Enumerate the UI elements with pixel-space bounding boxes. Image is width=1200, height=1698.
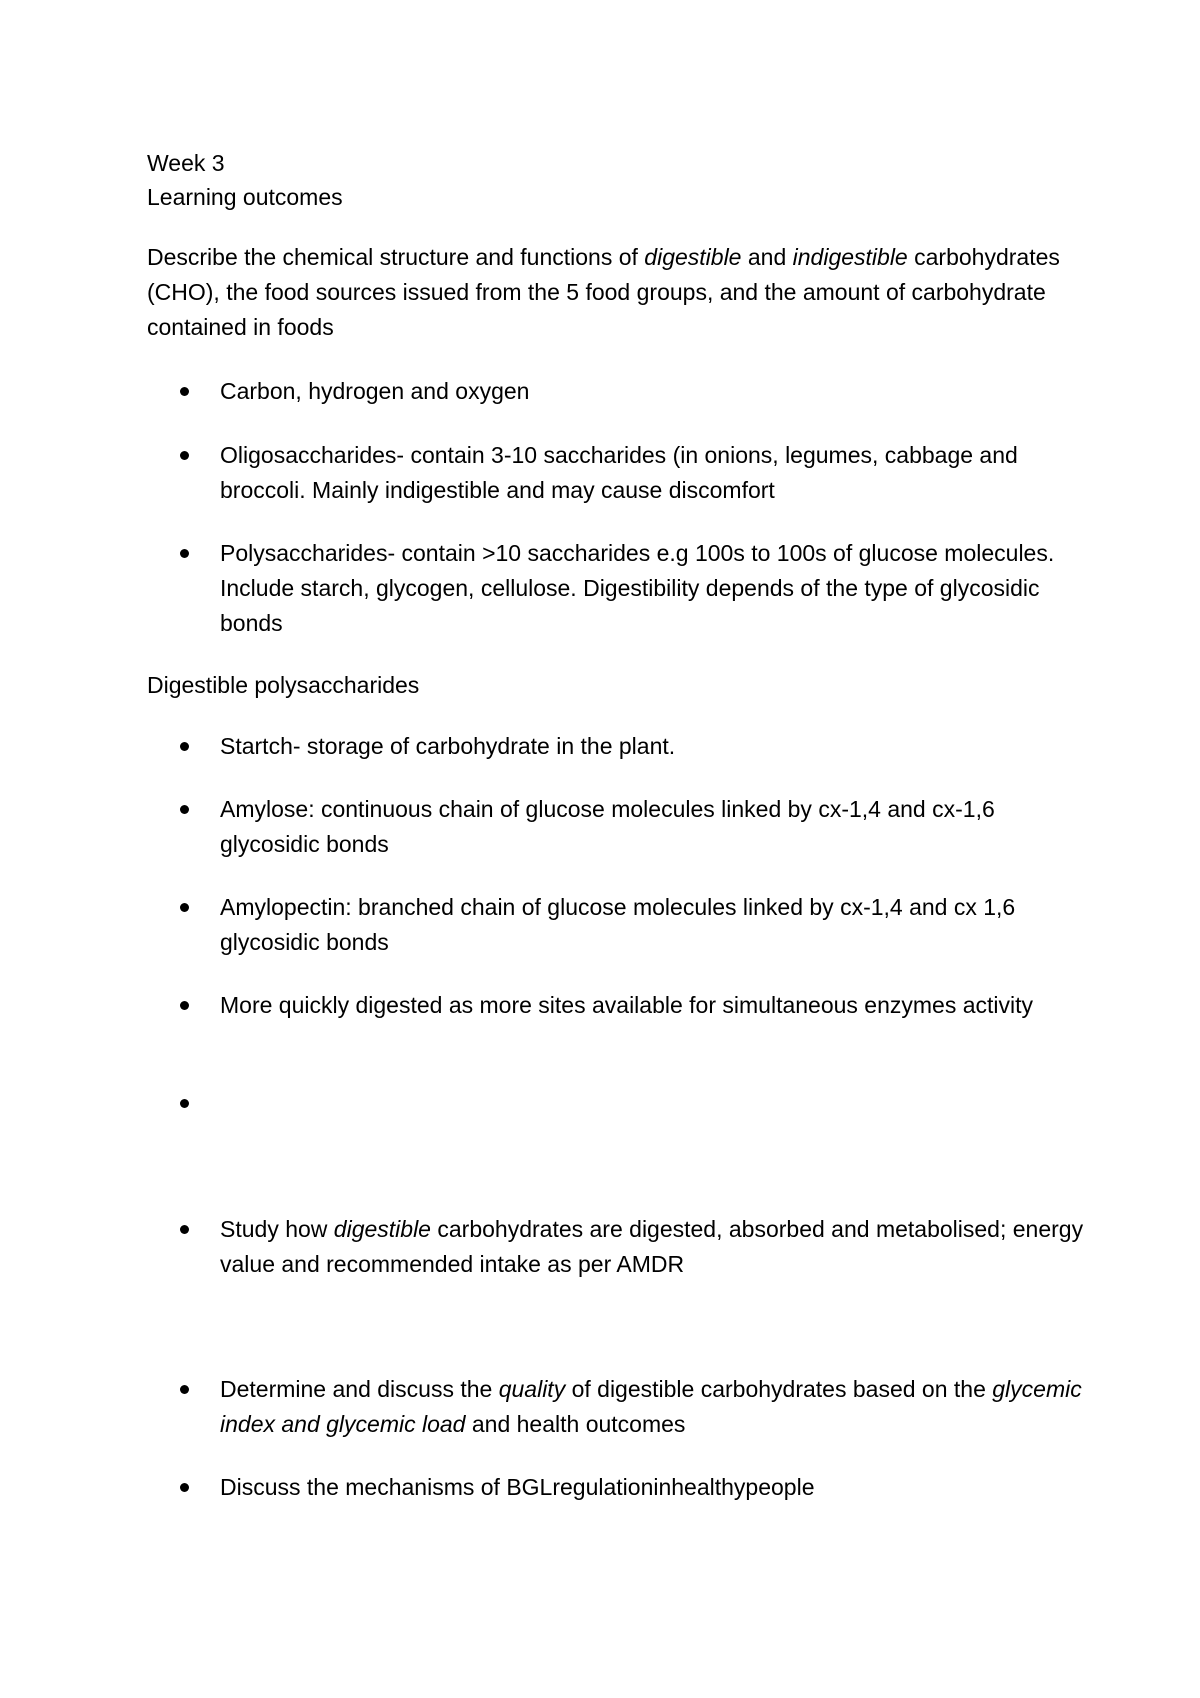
list-item-oligosaccharides: Oligosaccharides- contain 3-10 saccharides (in onions, legumes, cabbage and broccoli. Mainly indigestible and may cause discomfort — [220, 442, 1018, 503]
bullet-marker — [180, 1483, 189, 1492]
list-item-discuss: Discuss the mechanisms of BGLregulationinhealthypeople — [220, 1474, 815, 1500]
intro-paragraph: Describe the chemical structure and functions of digestible and indigestible carbohydrates (CHO), the food sources issued from the 5 food groups, and the amount of carbohydrate contained in foods — [147, 244, 1060, 340]
list-item-polysaccharides: Polysaccharides- contain >10 saccharides e.g 100s to 100s of glucose molecules. Include starch, glycogen, cellulose. Digestibility depends of the type of glycosidic bonds — [220, 540, 1055, 636]
bullet-marker — [180, 742, 189, 751]
digestible-polysaccharides-heading: Digestible polysaccharides — [147, 672, 420, 698]
bullet-marker — [180, 903, 189, 912]
list-item-startch: Startch- storage of carbohydrate in the plant. — [220, 733, 676, 759]
bullet-marker — [180, 1385, 189, 1394]
list-item-amylose: Amylose: continuous chain of glucose molecules linked by cx-1,4 and cx-1,6 glycosidic bonds — [220, 796, 995, 857]
bullet-marker — [180, 1099, 189, 1108]
list-item-carbon: Carbon, hydrogen and oxygen — [220, 378, 530, 404]
bullet-marker — [180, 549, 189, 558]
bullet-marker — [180, 805, 189, 814]
week-label: Week 3 — [147, 150, 225, 176]
list-item-determine: Determine and discuss the quality of digestible carbohydrates based on the glycemic index and glycemic load and health outcomes — [220, 1376, 1082, 1437]
list-item-amylopectin: Amylopectin: branched chain of glucose molecules linked by cx-1,4 and cx 1,6 glycosidic bonds — [220, 894, 1016, 955]
bullet-marker — [180, 451, 189, 460]
bullet-marker — [180, 1001, 189, 1010]
list-item-study: Study how digestible carbohydrates are digested, absorbed and metabolised; energy value and recommended intake as per AMDR — [220, 1216, 1084, 1277]
bullet-marker — [180, 1225, 189, 1234]
learning-outcomes-heading: Learning outcomes — [147, 184, 343, 210]
bullet-marker — [180, 387, 189, 396]
list-item-digestion-speed: More quickly digested as more sites available for simultaneous enzymes activity — [220, 992, 1034, 1018]
